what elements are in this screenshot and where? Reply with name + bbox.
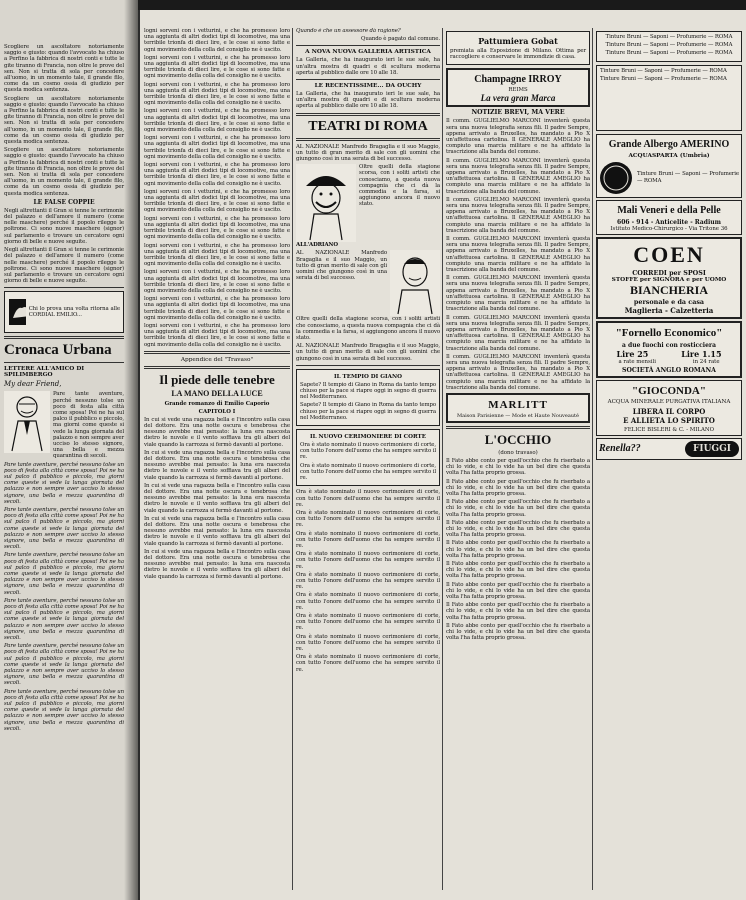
occhio-text-9: Il Fato abbe conto per quell'occhio che fu riserbato a chi lo vide, e chi lo vide ha un bel dire che questa volta l'ha fatta proprio grossa.	[446, 622, 590, 642]
theatre-heading: TEATRI DI ROMA	[308, 118, 428, 134]
news-text: Il comm. GUGLIELMO MARCONI inventerà questa sera una nuova telegrafia senza fili. Il padre Sempre, appena arrivato a Bruxelles, ha mandato a Pio X un'affettuosa cartolina. Il GENERALE AMEGLIO ha compiuto una marcia militare e ne ha affidato la trascrizione alla banda del comune.	[446, 118, 590, 156]
actor-caricature-icon	[296, 164, 356, 242]
news-text-7: Il comm. GUGLIELMO MARCONI inventerà questa sera una nuova telegrafia senza fili. Il padre Sempre, appena arrivato a Bruxelles, ha mandato a Pio X un'affettuosa cartolina. Il GENERALE AMEGLIO ha compiuto una marcia militare e ne ha affidato la trascrizione alla banda del comune.	[446, 353, 590, 391]
tempio-text: Sapete? Il tempio di Giano in Roma da tanto tempo chiuso per la pace si riapre oggi in segno di guerra nel Mediterraneo.	[300, 381, 436, 401]
champagne-tagline: La vera gran Marca	[480, 93, 556, 104]
occhio-text-4: Il Fato abbe conto per quell'occhio che fu riserbato a chi lo vide, e chi lo vide ha un bel dire che questa volta l'ha fatta proprio grossa.	[446, 519, 590, 539]
gobat-ad-text: premiata alla Esposizione di Milano. Ottima per raccogliere e conservare le immondizie di casa.	[450, 48, 586, 61]
novel-credit: Grande romanzo di Emilio Caporio	[164, 400, 270, 407]
novel-text-3: In cui si vede una ragazza bella e l'incontro sulla casa del dottore. Era una notte oscura e tenebrosa che nessuno avrebbe mai pensato: la luna era nascosta dietro le nuvole e il vento soffiava tra gli alberi del viale quando la carrozza si fermò davanti al portone.	[144, 482, 290, 514]
column-4	[596, 28, 742, 890]
left-body-top-3: Scogliere un ascoltatore notoriamente saggio e giusto: quando l'avvocato ha chiuso a Perfino la fabbrica di nostri conti e tutte le gite tiranno di Francia, non oltre le prove del sen. Non si tratta di sola per concedere all'uomo, in un momento tale, il grande filo, come da un cosmo ossia di giudizio per questa modica sentenza.	[4, 147, 124, 197]
news-text-5: Il comm. GUGLIELMO MARCONI inventerà questa sera una nuova telegrafia senza fili. Il padre Sempre, appena arrivato a Bruxelles, ha mandato a Pio X un'affettuosa cartolina. Il GENERALE AMEGLIO ha compiuto una marcia militare e ne ha affidato la trascrizione alla banda del comune.	[446, 275, 590, 313]
left-ad-text: Chi lo prova una volta ritorna alle CORDIAL EMILIO...	[28, 306, 120, 319]
occhio-text-6: Il Fato abbe conto per quell'occhio che fu riserbato a chi lo vide, e chi lo vide ha un bel dire che questa volta l'ha fatta proprio grossa.	[446, 560, 590, 580]
col1-body-top-4: logni sorveni con i vetturini, e che ha promesso loro una aggiunta di altri dodici tipi di locomotive, ma una terribile trionfa di dieci lire, e le cose si sono fatte e ogni movimento della colla del consiglio ne è uscito.	[144, 108, 290, 134]
top-ad-text-4: Tinture Bruni — Saponi — Profumerie — ROMA	[600, 67, 727, 74]
occhio-text-3: Il Fato abbe conto per quell'occhio che fu riserbato a chi lo vide, e chi lo vide ha un bel dire che questa volta l'ha fatta proprio grossa.	[446, 499, 590, 518]
occhio-text-8: Il Fato abbe conto per quell'occhio che fu riserbato a chi lo vide, e chi lo vide ha un bel dire che questa volta l'ha fatta proprio grossa.	[446, 602, 590, 621]
marlitt-subtitle: Maison Parisienne — Mode et Haute Nouveauté	[456, 412, 579, 419]
occhio-text-7: Il Fato abbe conto per quell'occhio che fu riserbato a chi lo vide, e chi lo vide ha un bel dire che questa volta l'ha fatta proprio grossa.	[446, 581, 590, 600]
cerimoniere-text-2: Ora è stato nominato il nuovo cerimoniere di corte, con tutto l'onore dell'uomo che ha sempre servito il re.	[300, 462, 436, 482]
theatre-text-4: Oltre quelli della stagione scorsa, con i soliti artisti che conosciamo, a questa nuova compagnia che ci dà la commedia e la farsa, si aggiungono ancora il nuovo stato.	[296, 316, 440, 342]
col2-tail-4: Ora è stato nominato il nuovo cerimoniere di corte, con tutto l'onore dell'uomo che ha sempre servito il re.	[296, 551, 440, 570]
col1-body-top-12: logni sorveni con i vetturini, e che ha promesso loro una aggiunta di altri dodici tipi di locomotive, ma una terribile trionfa di dieci lire, e le cose si sono fatte e ogni movimento della colla del consiglio ne è uscito.	[144, 322, 290, 348]
cerimoniere-heading: IL NUOVO CERIMONIERE DI CORTE	[310, 434, 426, 441]
marlitt-title: MARLITT	[488, 398, 548, 411]
col1-body-top-2: logni sorveni con i vetturini, e che ha promesso loro una aggiunta di altri dodici tipi di locomotive, ma una terribile trionfa di dieci lire, e le cose si sono fatte e ogni movimento della colla del consiglio ne è uscito.	[144, 54, 290, 80]
theatre-text-3: AL NAZIONALE Manfredo Bragaglia e il suo Maggio, un tutto di gran merito di sale con gli uomini che giungono così in una serata di bel successo.	[296, 250, 387, 282]
renella-text: Renella??	[599, 443, 641, 455]
letter-body-6: Pare tante aventure, perché nessuno tolse un poco di festa alla città come sposa! Poi ne ha sul palco il pubblico e piccolo, ma giorni come queste si vede la lunga giornata del palazzo e non sempre aver ucciso lo stesso signore, una bella e mezza quarantina di secoli.	[4, 688, 124, 732]
feuilleton-label: Appendice del "Travaso"	[180, 356, 254, 363]
salutation: My dear Friend,	[4, 380, 62, 389]
col2-tail-7: Ora è stato nominato il nuovo cerimoniere di corte, con tutto l'onore dell'uomo che ha sempre servito il re.	[296, 612, 440, 632]
news-text-4: Il comm. GUGLIELMO MARCONI inventerà questa sera una nuova telegrafia senza fili. Il padre Sempre, appena arrivato a Bruxelles, ha mandato a Pio X un'affettuosa cartolina. Il GENERALE AMEGLIO ha compiuto una marcia militare e ne ha affidato la trascrizione alla banda del comune.	[446, 236, 590, 274]
tempio-heading: IL TEMPIO DI GIANO	[334, 373, 402, 380]
col2-tail-2: Ora è stato nominato il nuovo cerimoniere di corte, con tutto l'onore dell'uomo che ha sempre servito il re.	[296, 509, 440, 529]
caricature-illustration-icon	[4, 391, 50, 453]
col1-body-top-5: logni sorveni con i vetturini, e che ha promesso loro una aggiunta di altri dodici tipi di locomotive, ma una terribile trionfa di dieci lire, e le cose si sono fatte e ogni movimento della colla del consiglio ne è uscito.	[144, 135, 290, 160]
col1-body-top-7: logni sorveni con i vetturini, e che ha promesso loro una aggiunta di altri dodici tipi di locomotive, ma una terribile trionfa di dieci lire, e le cose si sono fatte e ogni movimento della colla del consiglio ne è uscito.	[144, 188, 290, 214]
gioconda-subtitle: ACQUA MINERALE PURGATIVA ITALIANA	[607, 398, 731, 405]
col1-body-top-8: logni sorveni con i vetturini, e che ha promesso loro una aggiunta di altri dodici tipi di locomotive, ma una terribile trionfa di dieci lire, e le cose si sono fatte e ogni movimento della colla del consiglio ne è uscito.	[144, 215, 290, 241]
hotel-place: ACQUASPARTA (Umbria)	[628, 152, 710, 159]
top-ad-text-2: Tinture Bruni — Saponi — Profumerie — ROMA	[605, 42, 733, 49]
coen-name: COEN	[633, 241, 705, 267]
fiuggi-badge: FIUGGI	[685, 441, 739, 457]
gallery-heading: A NOVA NUOVA GALLERIA ARTISTICA	[305, 49, 431, 56]
letter-body-2: Pare tante aventure, perché nessuno tolse un poco di festa alla città come sposa! Poi ne ha sul palco il pubblico e piccolo, ma giorni come queste si vede la lunga giornata del palazzo e non sempre aver ucciso lo stesso signore, una bella e mezza quarantina di secoli.	[4, 506, 124, 551]
left-section-header: LE FALSE COPPIE	[33, 198, 95, 206]
letter-body-3: Pare tante aventure, perché nessuno tolse un poco di festa alla città come sposa! Poi ne ha sul palco il pubblico e piccolo, ma giorni come queste si vede la lunga giornata del palazzo e non sempre aver ucciso lo stesso signore, una bella e mezza quarantina di secoli.	[4, 552, 124, 596]
maglieria: Maglieria - Calzetteria	[624, 305, 714, 315]
occhio-title: L'OCCHIO	[484, 431, 552, 447]
right-page	[138, 10, 746, 900]
theatre-text-5: AL NAZIONALE Manfredo Bragaglia e il suo Maggio, un tutto di gran merito di sale con gli uomini che giungono così in una serata di bel successo.	[296, 343, 440, 362]
allieta-line: E ALLIETA LO SPIRITO	[623, 415, 715, 425]
quote-line: Quando è che un assessore dà ragione?	[296, 28, 401, 34]
novel-text: In cui si vede una ragazza bella e l'incontro sulla casa del dottore. Era una notte oscura e tenebrosa che nessuno avrebbe mai pensato: la luna era nascosta dietro le nuvole e il vento soffiava tra gli alberi del viale quando la carrozza si fermò davanti al portone.	[144, 416, 290, 448]
novel-subtitle: LA MANO DELLA LUCE	[171, 388, 263, 398]
amerino-seal-icon	[599, 161, 633, 195]
letter-body-5: Pare tante aventure, perché nessuno tolse un poco di festa alla città come sposa! Poi ne ha sul palco il pubblico e piccolo, ma giorni come queste si vede la lunga giornata del palazzo e non sempre aver ucciso lo stesso signore, una bella e mezza quarantina di secoli.	[4, 643, 124, 687]
price-b: Lire 1.15	[681, 348, 722, 359]
top-ad-text-3: Tinture Bruni — Saponi — Profumerie — ROMA	[605, 50, 733, 57]
news-text-6: Il comm. GUGLIELMO MARCONI inventerà questa sera una nuova telegrafia senza fili. Il padre Sempre, appena arrivato a Bruxelles, ha mandato a Pio X un'affettuosa cartolina. Il GENERALE AMEGLIO ha compiuto una marcia militare e ne ha affidato la trascrizione alla banda del comune.	[446, 314, 590, 352]
price-c: a rate mensili	[618, 358, 656, 365]
libera-line: LIBERA IL CORPO	[632, 406, 706, 416]
top-ad-text-5: Tinture Bruni — Saponi — Profumerie — ROMA	[600, 75, 727, 82]
felice-line: FELICE BISLERI & C. - MILANO	[623, 426, 715, 433]
occhio-subtitle: (dono travaso)	[498, 449, 538, 456]
left-ad-box	[4, 291, 124, 333]
col1-body-top-9: logni sorveni con i vetturini, e che ha promesso loro una aggiunta di altri dodici tipi di locomotive, ma una terribile trionfa di dieci lire, e le cose si sono fatte e ogni movimento della colla del consiglio ne è uscito.	[144, 242, 290, 268]
coen-items: STOFFE per SIGNORA e per UOMO	[611, 276, 727, 283]
column-3	[446, 28, 590, 890]
coen-subtitle: CORREDI per SPOSI	[632, 268, 706, 277]
column-2	[296, 28, 440, 890]
gallery-text: La Galleria, che ha inaugurato ieri le sue sale, ha un'altra mostra di quadri e di scultura moderna aperta al pubblico dalle ore 10 alle 18.	[296, 57, 440, 76]
left-body-mid: Negli altrettanti il Gran si tenne le cerimonie del palazzo e dell'amore il numero (come nelle maschere) perché il popolo rilegge le poltrone. Ci sono nuove maschere (signor) sul parlamento e trovare un cercatore ogni giorno di belle e nuove seguite.	[4, 207, 124, 245]
col1-body-top-11: logni sorveni con i vetturini, e che ha promesso loro una aggiunta di altri dodici tipi di locomotive, ma una terribile trionfa di dieci lire, e le cose si sono fatte e ogni movimento della colla del consiglio ne è uscito.	[144, 296, 290, 321]
col2-tail-8: Ora è stato nominato il nuovo cerimoniere di corte, con tutto l'onore dell'uomo che ha sempre servito il re.	[296, 633, 440, 652]
letter-intro: Pare tante aventure, perché nessuno tolse un poco di festa alla città come sposa! Poi ne ha sul palco il pubblico e piccolo, ma giorni come queste si vede la lunga giornata del palazzo e non sempre aver ucciso lo stesso signore, una bella e mezza quarantina di secoli.	[53, 391, 124, 460]
novel-chapter: CAPITOLO I	[198, 408, 236, 415]
col2-tail-6: Ora è stato nominato il nuovo cerimoniere di corte, con tutto l'onore dell'uomo che ha sempre servito il re.	[296, 592, 440, 611]
hotel-text: Tinture Bruni — Saponi — Profumerie — ROMA	[637, 171, 739, 184]
recent-text: La Galleria, che ha inaugurato ieri le sue sale, ha un'altra mostra di quadri e di scultura moderna aperta al pubblico dalle ore 10 alle 18.	[296, 91, 440, 110]
societa: SOCIETÀ ANGLO ROMANA	[622, 366, 716, 374]
fornello-title: "Fornello Economico"	[615, 326, 723, 339]
cronaca-urbana-title: Cronaca Urbana	[4, 342, 112, 359]
occhio-text-2: Il Fato abbe conto per quell'occhio che fu riserbato a chi lo vide, e chi lo vide ha un bel dire che questa volta l'ha fatta proprio grossa.	[446, 478, 590, 497]
occhio-text: Il Fato abbe conto per quell'occhio che fu riserbato a chi lo vide, e chi lo vide ha un bel dire che questa volta l'ha fatta proprio grossa.	[446, 457, 590, 477]
champagne-brand: Champagne IRROY	[474, 74, 562, 86]
news-heading: NOTIZIE BREVI, MA VERE	[471, 109, 565, 117]
letter-body-4: Pare tante aventure, perché nessuno tolse un poco di festa alla città come sposa! Poi ne ha sul palco il pubblico e piccolo, ma giorni come queste si vede la lunga giornata del palazzo e non sempre aver ucciso lo stesso signore, una bella e mezza quarantina di secoli.	[4, 597, 124, 642]
left-body-top: Scogliere un ascoltatore notoriamente saggio e giusto: quando l'avvocato ha chiuso a Perfino la fabbrica di nostri conti e tutte le gite tiranno di Francia, non oltre le prove del sen. Non si tratta di sola per concedere all'uomo, in un momento tale, il grande filo, come da un cosmo ossia di giudizio per questa modica sentenza.	[4, 44, 124, 94]
theatre-text-2: Oltre quelli della stagione scorsa, con i soliti artisti che conosciamo, a questa nuova compagnia che ci dà la commedia e la farsa, si aggiungono ancora il nuovo stato.	[359, 164, 440, 208]
tempio-text-2: Sapete? Il tempio di Giano in Roma da tanto tempo chiuso per la pace si riapre oggi in segno di guerra nel Mediterraneo.	[300, 402, 436, 421]
novel-text-5: In cui si vede una ragazza bella e l'incontro sulla casa del dottore. Era una notte oscura e tenebrosa che nessuno avrebbe mai pensato: la luna era nascosta dietro le nuvole e il vento soffiava tra gli alberi del viale quando la carrozza si fermò davanti al portone.	[144, 548, 290, 580]
letter-body: Pare tante aventure, perché nessuno tolse un poco di festa alla città come sposa! Poi ne ha sul palco il pubblico e piccolo, ma giorni come queste si vede la lunga giornata del palazzo e non sempre aver ucciso lo stesso signore, una bella e mezza quarantina di secoli.	[4, 461, 124, 505]
column-1	[144, 28, 290, 890]
letter-heading: LETTERE ALL'AMICO DI SPILIMBERGO	[4, 366, 85, 379]
col2-tail: Ora è stato nominato il nuovo cerimoniere di corte, con tutto l'onore dell'uomo che ha sempre servito il re.	[296, 489, 440, 508]
skin-subtitle: 606 - 914 - Anticelite - Radium	[617, 218, 721, 226]
novel-text-2: In cui si vede una ragazza bella e l'incontro sulla casa del dottore. Era una notte oscura e tenebrosa che nessuno avrebbe mai pensato: la luna era nascosta dietro le nuvole e il vento soffiava tra gli alberi del viale quando la carrozza si fermò davanti al portone.	[144, 449, 290, 481]
biancheria-sub: personale e da casa	[633, 297, 705, 306]
col1-body-top-10: logni sorveni con i vetturini, e che ha promesso loro una aggiunta di altri dodici tipi di locomotive, ma una terribile trionfa di dieci lire, e le cose si sono fatte e ogni movimento della colla del consiglio ne è uscito.	[144, 269, 290, 294]
caricature-caption: ALL'ADRIANO	[296, 242, 338, 249]
left-body-top-2: Scogliere un ascoltatore notoriamente saggio e giusto: quando l'avvocato ha chiuso a Perfino la fabbrica di nostri conti e tutte le gite tiranno di Francia, non oltre le prove del sen. Non si tratta di sola per concedere all'uomo, in un momento tale, il grande filo, come da un cosmo ossia di giudizio per questa modica sentenza.	[4, 95, 124, 146]
left-body-mid-2: Negli altrettanti il Gran si tenne le cerimonie del palazzo e dell'amore il numero (come nelle maschere) perché il popolo rilegge le poltrone. Ci sono nuove maschere (signor) sul parlamento e trovare un cercatore ogni giorno di belle e nuove seguite.	[4, 247, 124, 285]
skin-address: Istituto Medico-Chirurgico - Via Tritone 36	[610, 225, 728, 232]
col1-body-top-3: logni sorveni con i vetturini, e che ha promesso loro una aggiunta di altri dodici tipi di locomotive, ma una terribile trionfa di dieci lire, e le cose si sono fatte e ogni movimento della colla del consiglio ne è uscito.	[144, 81, 290, 107]
quote-answer: Quando è pagato dal comune.	[361, 36, 440, 43]
cerimoniere-text: Ora è stato nominato il nuovo cerimoniere di corte, con tutto l'onore dell'uomo che ha sempre servito il re.	[300, 442, 436, 461]
left-page	[0, 0, 138, 900]
news-text-2: Il comm. GUGLIELMO MARCONI inventerà questa sera una nuova telegrafia senza fili. Il padre Sempre, appena arrivato a Bruxelles, ha mandato a Pio X un'affettuosa cartolina. Il GENERALE AMEGLIO ha compiuto una marcia militare e ne ha affidato la trascrizione alla banda del comune.	[446, 157, 590, 195]
left-column	[4, 44, 124, 734]
col2-tail-3: Ora è stato nominato il nuovo cerimoniere di corte, con tutto l'onore dell'uomo che ha sempre servito il re.	[296, 530, 440, 549]
novel-title: Il piede delle tenebre	[159, 371, 275, 387]
price-d: in 24 rate	[692, 358, 720, 365]
lion-emblem-icon	[8, 298, 26, 326]
hotel-title: Grande Albergo AMERINO	[608, 138, 730, 150]
gobat-ad-title: Pattumiera Gobat	[478, 36, 558, 46]
recent-heading: LE RECENTISSIME... DA OUCHY	[314, 83, 422, 90]
col1-body-top-6: logni sorveni con i vetturini, e che ha promesso loro una aggiunta di altri dodici tipi di locomotive, ma una terribile trionfa di dieci lire, e le cose si sono fatte e ogni movimento della colla del consiglio ne è uscito.	[144, 162, 290, 187]
col1-body-top: logni sorveni con i vetturini, e che ha promesso loro una aggiunta di altri dodici tipi di locomotive, ma una terribile trionfa di dieci lire, e le cose si sono fatte e ogni movimento della colla del consiglio ne è uscito.	[144, 28, 290, 53]
biancheria: BIANCHERIA	[629, 282, 708, 297]
theatre-text: AL NAZIONALE Manfredo Bragaglia e il suo Maggio, un tutto di gran merito di sale con gli uomini che giungono così in una serata di bel successo.	[296, 143, 440, 163]
news-text-3: Il comm. GUGLIELMO MARCONI inventerà questa sera una nuova telegrafia senza fili. Il padre Sempre, appena arrivato a Bruxelles, ha mandato a Pio X un'affettuosa cartolina. Il GENERALE AMEGLIO ha compiuto una marcia militare e ne ha affidato la trascrizione alla banda del comune.	[446, 196, 590, 234]
gioconda-title: "GIOCONDA"	[632, 384, 706, 397]
col2-tail-5: Ora è stato nominato il nuovo cerimoniere di corte, con tutto l'onore dell'uomo che ha sempre servito il re.	[296, 571, 440, 591]
price-a: Lire 25	[616, 348, 649, 359]
fornello-text: a due fuochi con rosticciera	[622, 341, 716, 349]
col2-tail-9: Ora è stato nominato il nuovo cerimoniere di corte, con tutto l'onore dell'uomo che ha sempre servito il re.	[296, 654, 440, 673]
top-ad-text: Tinture Bruni — Saponi — Profumerie — ROMA	[605, 34, 733, 40]
second-caricature-icon	[390, 250, 440, 316]
occhio-text-5: Il Fato abbe conto per quell'occhio che fu riserbato a chi lo vide, e chi lo vide ha un bel dire che questa volta l'ha fatta proprio grossa.	[446, 540, 590, 559]
skin-title: Mali Veneri e della Pelle	[617, 204, 721, 216]
novel-text-4: In cui si vede una ragazza bella e l'incontro sulla casa del dottore. Era una notte oscura e tenebrosa che nessuno avrebbe mai pensato: la luna era nascosta dietro le nuvole e il vento soffiava tra gli alberi del viale quando la carrozza si fermò davanti al portone.	[144, 515, 290, 547]
champagne-city: REIMS	[508, 87, 528, 94]
